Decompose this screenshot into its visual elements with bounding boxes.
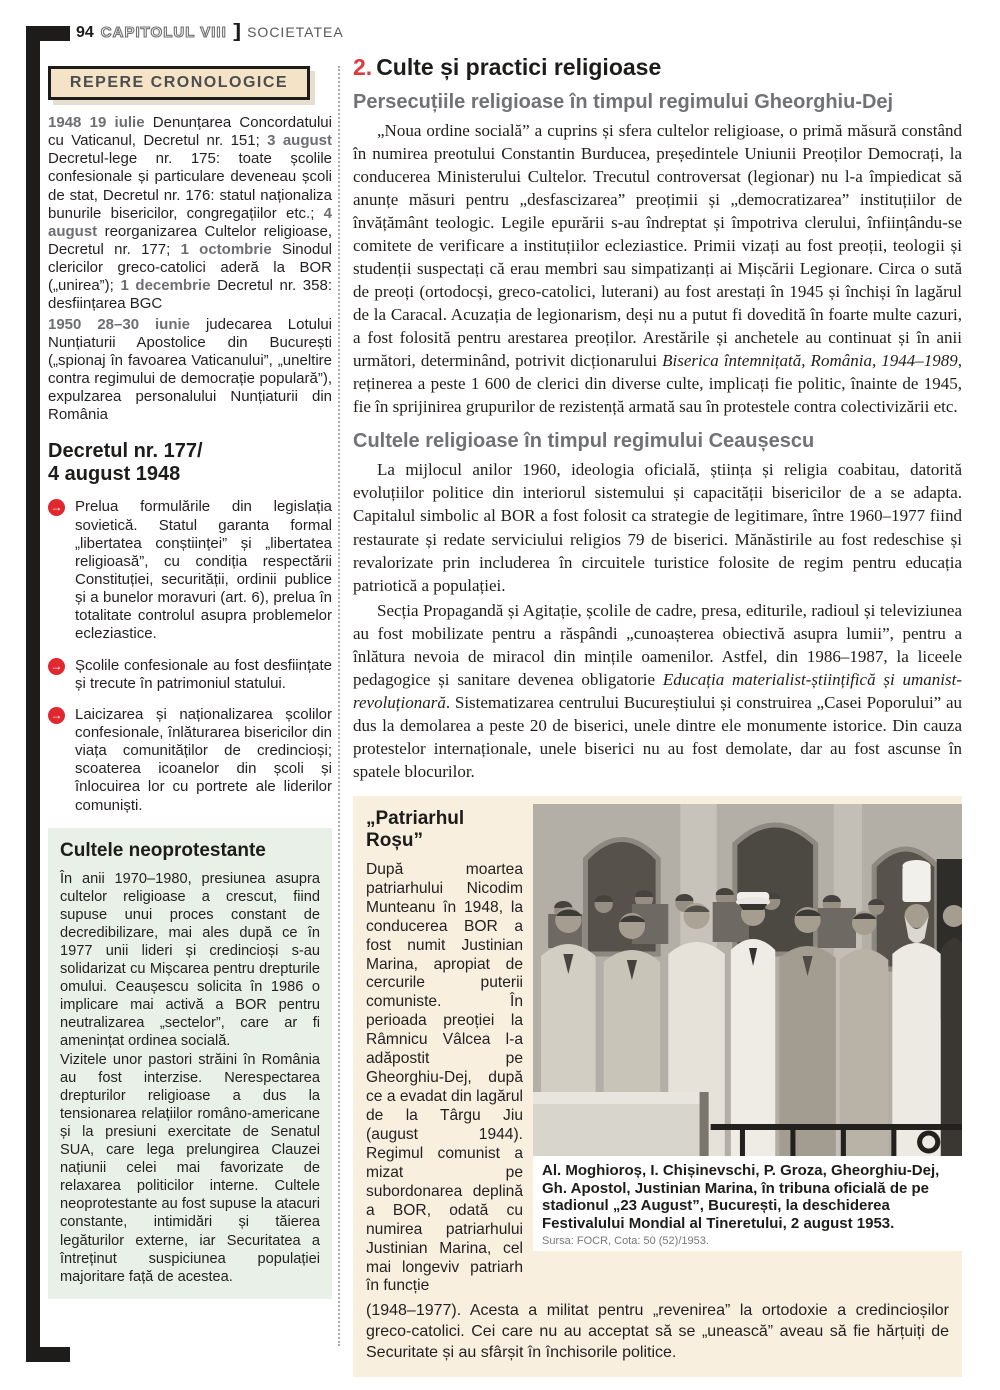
green-box-title: Cultele neoprotestante [60, 839, 266, 861]
main-column [353, 54, 962, 1377]
page-frame-bottom-corner [26, 1347, 70, 1362]
decree-heading [48, 440, 332, 486]
section-name: SOCIETATEA [247, 24, 344, 40]
chronology-entry: 1948 19 iulie Denunțarea Concordatului cu Vaticanul, Decretul nr. 151; 3 august Decretul-lege nr. 175: toate școlile confesionale și particulare deveneau școli de stat, Decretul nr. 176: statul naționaliza bunurile bisericilor, congregațiilor etc.; 4 august reorganizarea Cultelor religioase, Decretul nr. 177; 1 octombrie Sinodul clericilor greco-catolici aderă la BOR („unirea”); 1 decembrie Decretul nr. 358: desființarea BGC [48, 114, 333, 313]
column-divider [338, 66, 340, 1346]
chronology-box-title-label: REPERE CRONOLOGICE [69, 74, 289, 91]
chronology-entry: 1950 28–30 iunie judecarea Lotului Nunțiaturii Apostolice din București („spionaj în favoarea Vaticanului”, „uneltire contra regimului de democrație populară”), expulzarea personalului Nunțiaturii din România [48, 315, 332, 424]
bullet-text: Prelua formulările din legislația sovietică. Statul garanta formal „libertatea conștiinței” și „libertatea religioasă”, cu condiția respectării Constituției, securității, ordinii publice și a bunelor moravuri (art. 6), prelua în totalitate controlul asupra problemelor ecleziastice. [75, 498, 332, 643]
patriarch-box-title: „Patriarhul Roșu” [366, 807, 465, 851]
patriarch-box-photo-column [533, 796, 962, 1297]
green-box-paragraph: În anii 1970–1980, presiunea asupra cultelor religioase a crescut, fiind supuse unui proces constant de decredibilizare, mai ales după ce în 1977 unii lideri și credincioși s-au solidarizat cu Mișcarea pentru drepturile omului. Ceaușescu solicita în 1986 o implicare mai activă a BOR pentru neutralizarea „sectelor”, care ar fi amenințat ordinea socială. [60, 870, 320, 1050]
photo-caption-block [533, 1156, 962, 1251]
chronology-box-title [48, 66, 310, 100]
list-item [48, 498, 332, 643]
green-box-paragraph: Vizitele unor pastori străini în România au fost interzise. Nerespectarea drepturilor religioase a dus la tensionarea relațiilor româno-americane și la presiuni exercitate de Senatul SUA, care lega prelungirea Clauzei națiunii celei mai favorizate de relaxarea politicilor interne. Cultele neoprotestante au fost supuse la atacuri constante, intimidări și tăierea legăturilor externe, iar Securitatea a întreținut suspiciunea populației majoritare față de acestea. [60, 1051, 320, 1285]
decree-bullet-list [48, 498, 332, 814]
patriarch-box-bottom-text: (1948–1977). Acesta a militat pentru „revenirea” la ortodoxie a credincioșilor greco-catolici. Cei care nu au acceptat să se „unească” aveau să fie hărțuiți de Securitate și au sfârșit în închisorile politice. [366, 1302, 949, 1361]
bullet-text: Școlile confesionale au fost desființate și trecute în patrimoniul statului. [75, 656, 332, 692]
section-title-text: Culte și practici religioase [376, 54, 662, 80]
section-number: 2. [353, 54, 373, 80]
bracket-glyph: ] [232, 21, 241, 42]
sidebar-chronology [48, 60, 332, 1299]
arrow-bullet-icon: → [48, 499, 65, 516]
bullet-text: Laicizarea și naționalizarea școlilor confesionale, înlăturarea bisericilor din viața comunităților de credincioși; scoaterea icoanelor din școli și înlocuirea lor cu portrete ale liderilor comuniști. [75, 705, 332, 814]
page-frame-vertical-bar [26, 26, 40, 1362]
decree-heading-line2: 4 august 1948 [48, 463, 181, 486]
body-paragraph: La mijlocul anilor 1960, ideologia oficială, știința și religia coabitau, datorită evoluțiilor politice din interiorul sistemului și capacității bisericilor de a se adapta. Capitalul simbolic al BOR a fost folosit ca strategie de legitimare, între 1960–1977 fiind restaurate și redate serviciului religios 79 de biserici. Mănăstirile au fost redeschise și revalorizate prin includerea în circuitele turistice folosite de regim pentru educația patriotică a populației. [353, 460, 962, 595]
subheading-ceausescu: Cultele religioase în timpul regimului Ceaușescu [353, 430, 815, 453]
list-item [48, 706, 332, 815]
decree-heading-line1: Decretul nr. 177/ [48, 440, 203, 463]
tribune-photo-illustration [533, 804, 962, 1156]
patriarch-box-upper [353, 796, 962, 1297]
body-paragraph: Secția Propagandă și Agitație, școlile de cadre, presa, editurile, radioul și televiziunea au fost mobilizate pentru a răspândi „cunoașterea obiectivă asupra lumii”, pentru a înlătura nevoia de miracol din mințile oamenilor. Astfel, din 1986–1987, la liceele pedagogice și sanitare devenea obligatorie Educația materialist-științifică și umanist-revoluționară. Sistematizarea centrului Bucureștiului și construirea „Casei Poporului” au dus la demolarea a peste 20 de biserici, unele dintre ele monumente istorice. Din cauza protestelor internaționale, unele biserici nu au fost demolate, dar au fost ascunse în spatele blocurilor. [353, 600, 962, 781]
arrow-bullet-icon: → [48, 658, 65, 675]
photo-caption: Al. Moghioroș, I. Chișinevschi, P. Groza, Gheorghiu-Dej, Gh. Apostol, Justinian Marina, în tribuna oficială de pe stadionul „23 August”, București, la deschiderea Festivalului Mondial al Tineretului, 2 august 1953. [542, 1161, 940, 1232]
photo-source: Sursa: FOCR, Cota: 50 (52)/1953. [542, 1234, 709, 1247]
red-patriarch-box [353, 796, 962, 1377]
patriarch-box-text-column [353, 796, 533, 1297]
page-title [353, 54, 962, 81]
chapter-title: CAPITOLUL VIII [100, 24, 227, 41]
arrow-bullet-icon: → [48, 707, 65, 724]
list-item [48, 657, 332, 693]
subheading-gheorghiu-dej: Persecuțiile religioase în timpul regimului Gheorghiu-Dej [353, 91, 894, 113]
page-number: 94 [76, 24, 94, 41]
neoprotestant-cults-box [48, 828, 332, 1299]
page-header [76, 21, 344, 43]
page-frame-top-corner [26, 26, 70, 41]
patriarch-box-left-text: După moartea patriarhului Nicodim Munteanu în 1948, la conducerea BOR a fost numit Justinian Marina, apropiat de cercurile puterii comuniste. În perioada preoției la Râmnicu Vâlcea l-a adăpostit pe Gheorghiu-Dej, după ce a evadat din lagărul de la Târgu Jiu (august 1944). Regimul comunist a mizat pe subordonarea deplină a BOR, odată cu numirea patriarhului Justinian Marina, cel mai longeviv patriarh în funcție [366, 860, 523, 1295]
body-paragraph: „Noua ordine socială” a cuprins și sfera cultelor religioase, o primă măsură constând în numirea preotului Constantin Burducea, președintele Uniunii Preoților Democrați, la conducerea Ministerului Cultelor. Trecutul controversat (legionar) nu l-a împiedicat să anunțe măsuri pentru „desfascizarea” preoțimii și „democratizarea” instituțiilor de învățământ teologic. Legile epurării s-au îndreptat și împotriva clerului, înființându-se comitete de verificare a instituțiilor ecleziastice. Primii vizați au fost preoții, teologii și studenții suspectați că erau membri sau simpatizanți ai Mișcării Legionare. Circa o sută de preoți (ortodocși, greco-catolici, luterani) au fost arestați în 1945 și închiși în lagărul de la Caracal. Acuzația de legionarism, deși nu a putut fi dovedită în foarte multe cazuri, a fost folosită pentru arestarea preoților. Arestările și anchetele au continuat și în anii următori, determinând, potrivit dicționarului Biserica întemnițată, România, 1944–1989, reținerea a peste 1 600 de clerici din diverse culte, implicați fie politic, înainte de 1945, fie în sprijinirea grupurilor de rezistență armată sau în protestele contra colectivizării etc. [353, 121, 962, 417]
